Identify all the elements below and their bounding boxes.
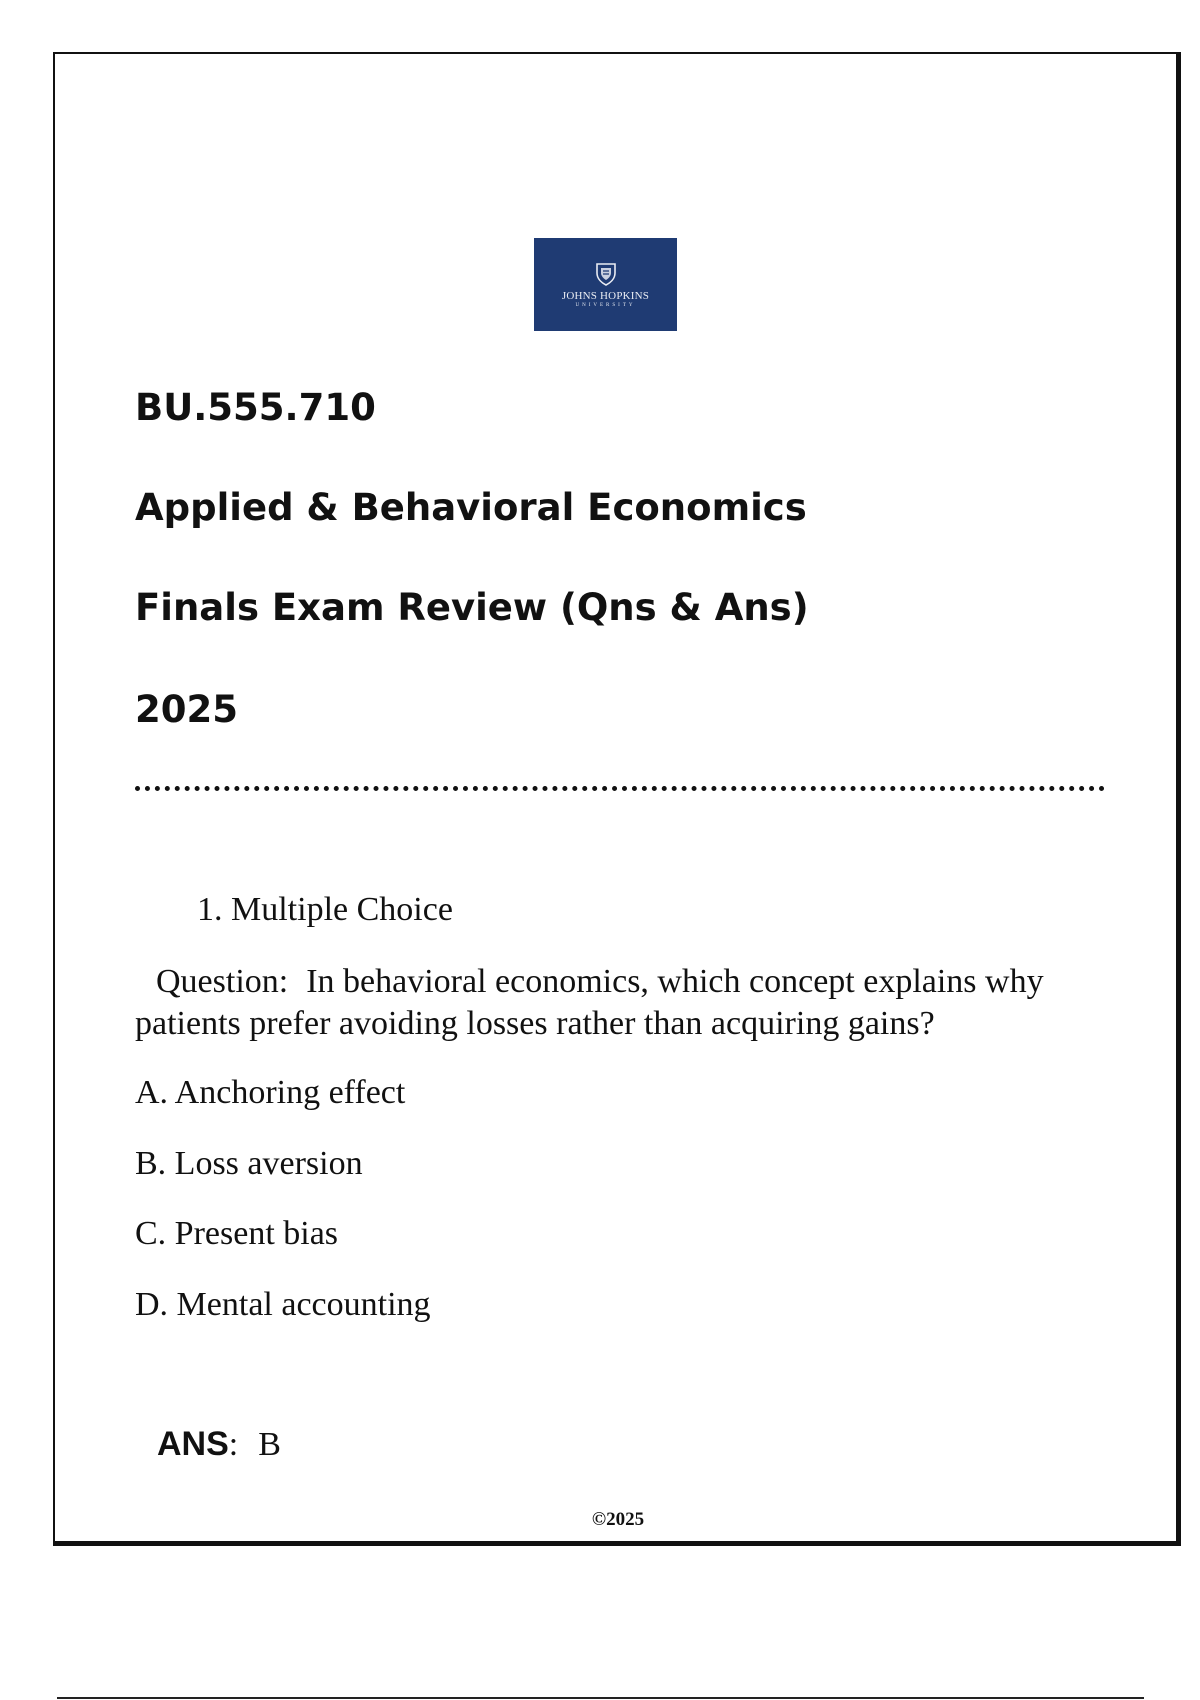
option-b: B. Loss aversion [135,1145,363,1182]
option-d: D. Mental accounting [135,1286,431,1323]
logo-subtitle: UNIVERSITY [575,302,636,308]
document-title: Finals Exam Review (Qns & Ans) [135,586,809,629]
course-code: BU.555.710 [135,386,376,429]
question-block [135,961,1095,1045]
question-text: In behavioral economics, which concept explains why patients prefer avoiding losses rather than acquiring gains? [135,963,1044,1042]
option-c: C. Present bias [135,1215,339,1252]
logo-name: JOHNS HOPKINS [561,289,650,302]
question-number-type: 1. Multiple Choice [197,891,453,928]
university-logo [534,238,677,331]
course-title: Applied & Behavioral Economics [135,486,807,529]
answer-value: B [258,1426,281,1463]
question-label: Question: [156,963,289,1000]
option-a: A. Anchoring effect [135,1074,406,1111]
document-year: 2025 [135,688,238,731]
dotted-divider [135,786,1105,791]
answer-line [157,1424,281,1465]
copyright-notice: ©2025 [591,1509,645,1530]
shield-icon [595,262,617,286]
answer-label: ANS [157,1425,229,1463]
answer-separator: : [228,1426,239,1463]
footer-divider [57,1697,1144,1699]
